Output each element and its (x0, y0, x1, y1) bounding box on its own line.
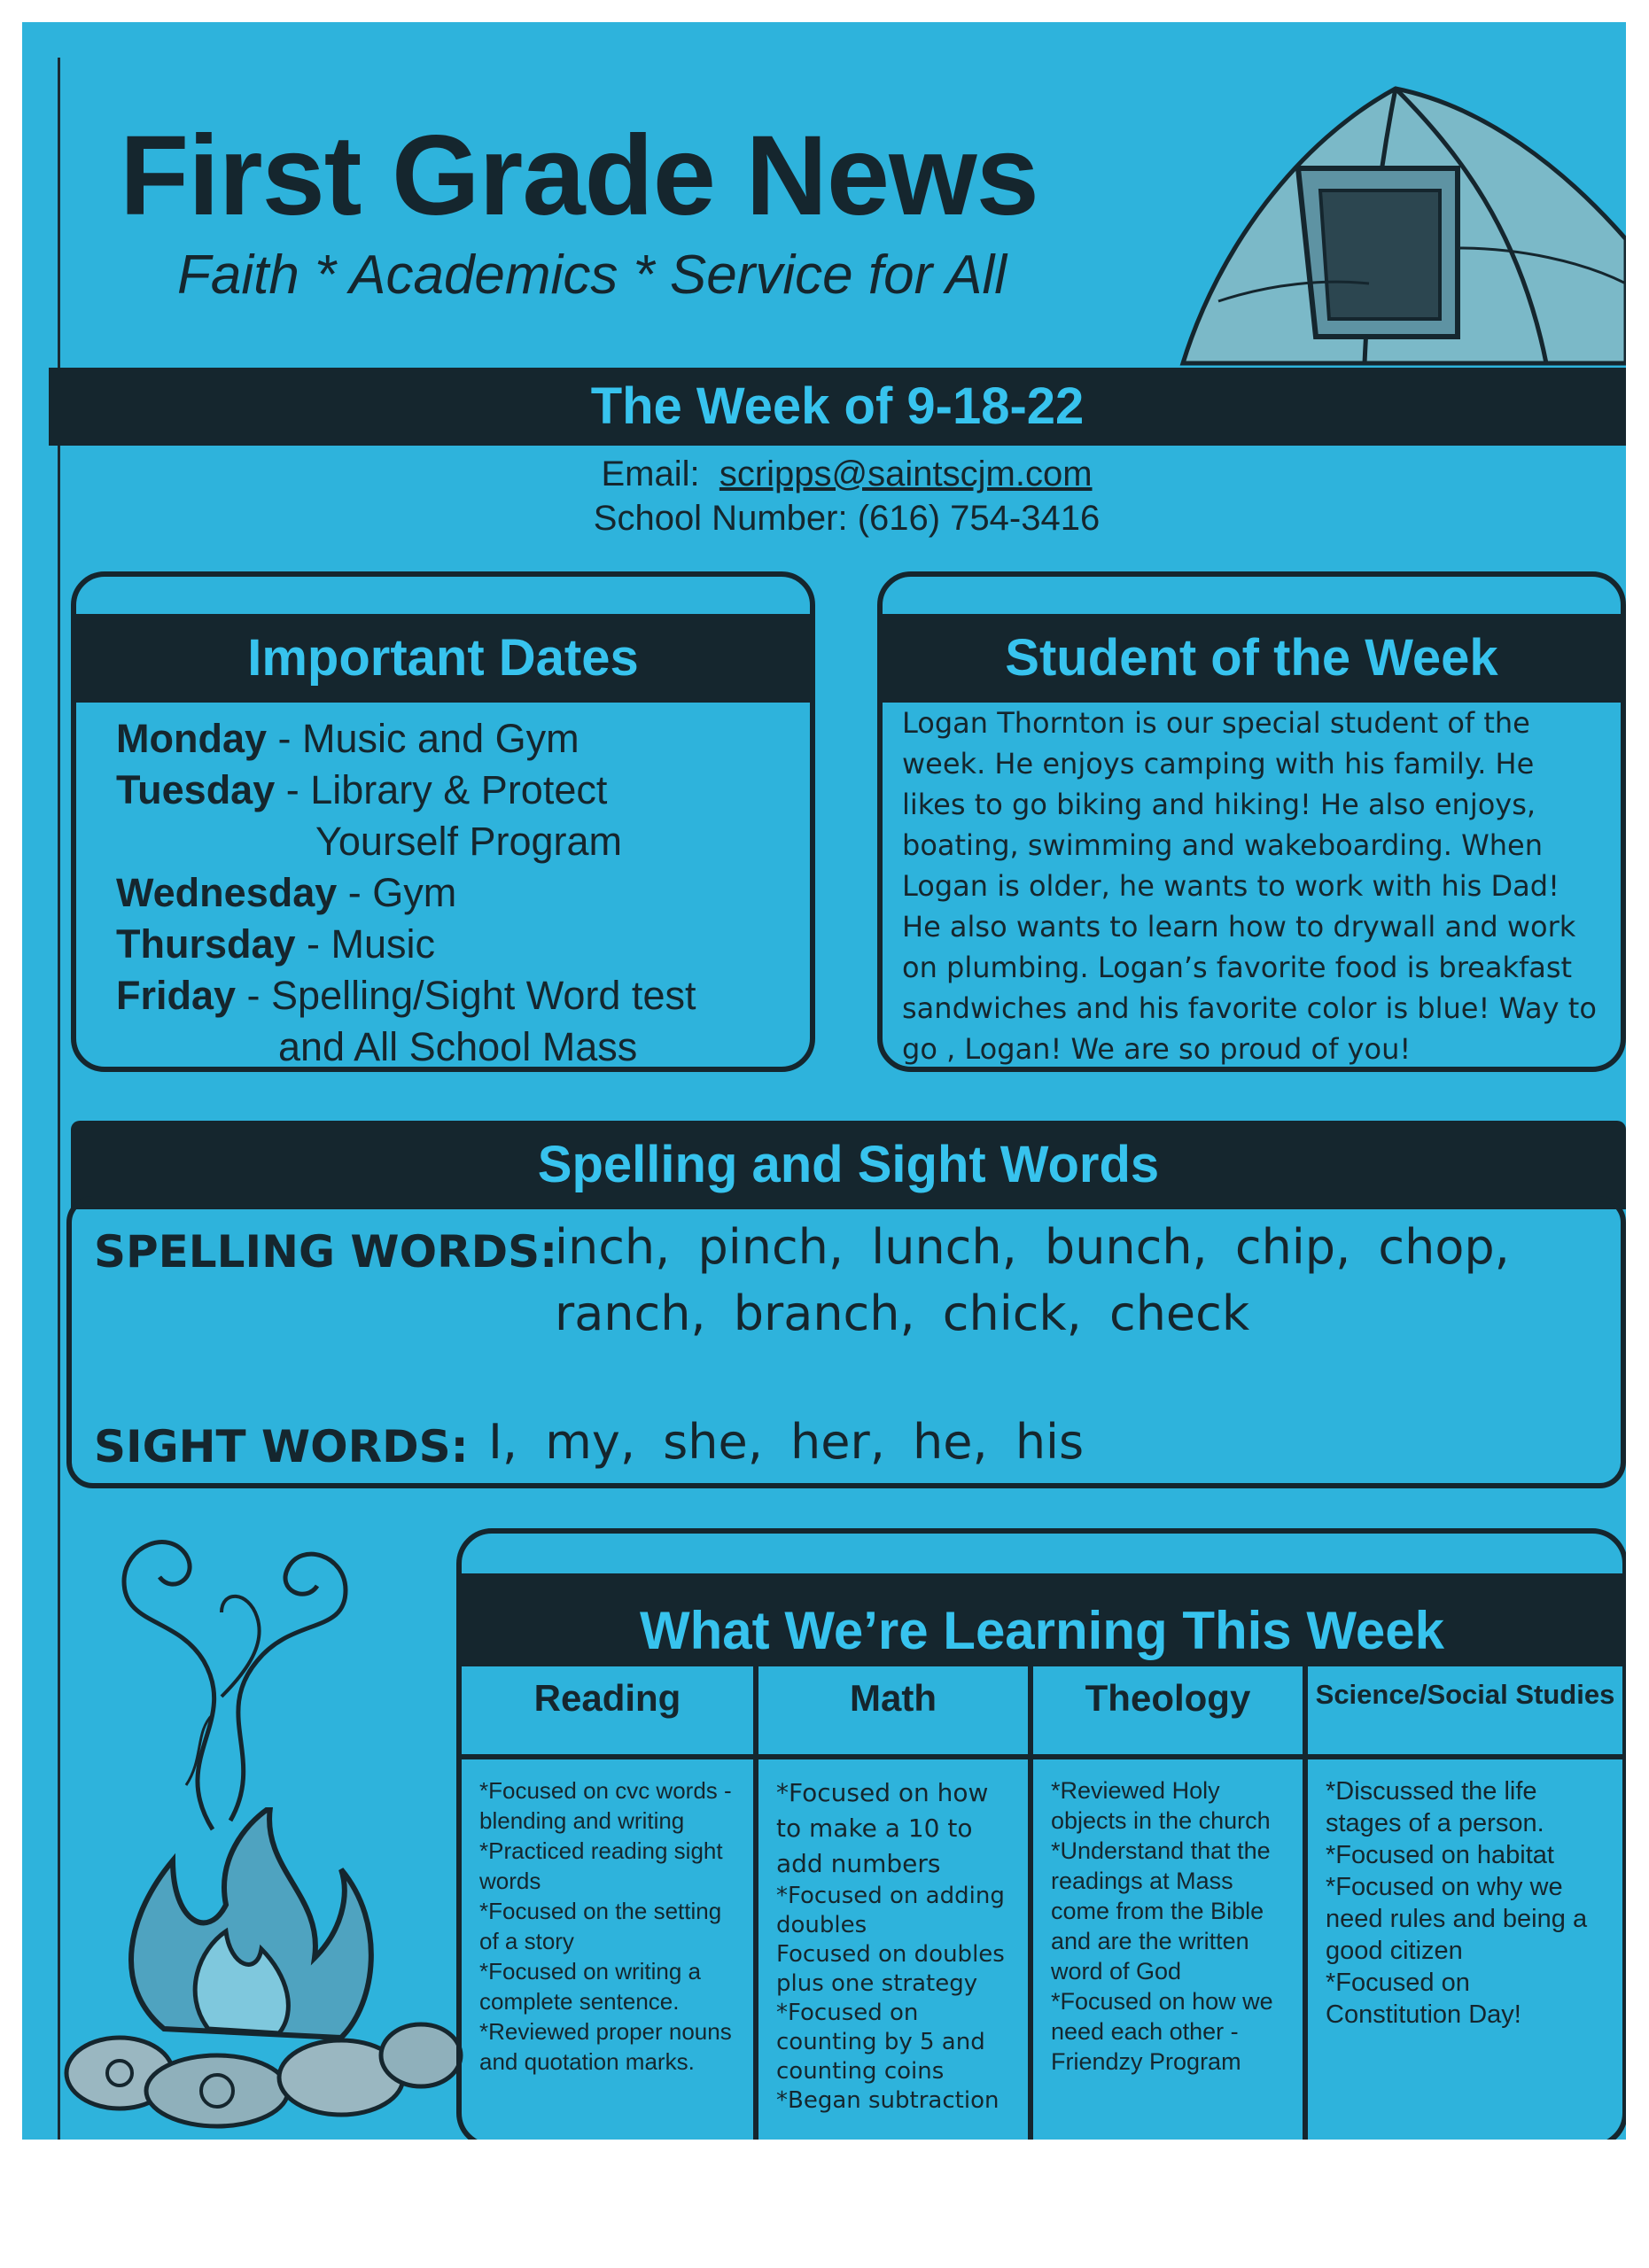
date-day: Friday (116, 973, 237, 1018)
spelling-words-label: SPELLING WORDS: (94, 1226, 558, 1278)
column-heading: Science/Social Studies (1308, 1666, 1622, 1759)
important-dates-list (76, 703, 810, 1072)
phone-number: (616) 754-3416 (857, 499, 1101, 538)
learning-item: *Focused on how to make a 10 to add numbers (776, 1778, 989, 1878)
learning-item: *Focused on how we need each other - Friendzy Program (1051, 1988, 1273, 2075)
date-day: Monday (116, 716, 268, 761)
important-dates-heading: Important Dates (76, 614, 810, 703)
important-dates-box (71, 571, 815, 1072)
learning-column-science-social (1308, 1666, 1622, 2140)
learning-item: Focused on doubles plus one strategy (776, 1941, 1005, 1997)
learning-item: *Discussed the life stages of a person. (1326, 1777, 1544, 1837)
phone-label: School Number: (593, 499, 848, 538)
learning-item: *Focused on adding doubles (776, 1883, 1005, 1938)
learning-item: *Focused on counting by 5 and counting coins (776, 2000, 985, 2085)
learning-item: *Practiced reading sight words (479, 1837, 723, 1894)
email-line (22, 452, 1626, 496)
date-event: Gym (372, 870, 457, 915)
learning-item: *Began subtraction (776, 2087, 1000, 2114)
learning-column-reading (462, 1666, 758, 2140)
date-sep: - (236, 973, 272, 1018)
learning-item: *Focused on habitat (1326, 1841, 1554, 1869)
learning-item: *Focused on writing a complete sentence. (479, 1958, 702, 2015)
date-event: Music and Gym (302, 716, 579, 761)
learning-item: *Focused on cvc words - blending and writing (479, 1777, 732, 1834)
learning-item: *Reviewed Holy objects in the church (1051, 1777, 1271, 1834)
date-row-wednesday (116, 867, 810, 919)
column-body (1033, 1759, 1303, 2077)
learning-heading: What We’re Learning This Week (640, 1601, 1444, 1660)
campfire-illustration (58, 1807, 465, 2140)
spelling-words-line1: inch, pinch, lunch, bunch, chip, chop, (555, 1219, 1510, 1275)
date-row-tuesday-cont: Yourself Program (315, 819, 623, 864)
column-body (462, 1759, 753, 2077)
column-body (758, 1759, 1028, 2116)
phone-line (22, 496, 1626, 540)
email-link[interactable]: scripps@saintscjm.com (719, 454, 1093, 493)
date-day: Wednesday (116, 870, 338, 915)
page-title: First Grade News (120, 113, 1038, 239)
date-day: Tuesday (116, 767, 276, 812)
learning-item: *Focused on Constitution Day! (1326, 1969, 1521, 2029)
date-row-thursday (116, 919, 810, 970)
student-of-week-text: Logan Thornton is our special student of the week. He enjoys camping with his family. He likes to go biking and hiking! He also enjoys, boating, swimming and wakeboarding. When Logan is older, he wants to work with his Dad! He also wants to learn how to drywall and work on plumbing. Logan’s favorite food is breakfast sandwiches and his favorite color is blue! Way to go , Logan! We are so proud of you! (902, 706, 1597, 1066)
student-of-week-heading: Student of the Week (883, 614, 1621, 703)
date-day: Thursday (116, 921, 296, 967)
date-sep: - (267, 716, 303, 761)
date-event: Spelling/Sight Word test (271, 973, 696, 1018)
week-banner-text: The Week of 9-18-22 (590, 377, 1085, 435)
learning-item: *Reviewed proper nouns and quotation marks. (479, 2018, 732, 2075)
spelling-words-line2: ranch, branch, chick, check (555, 1285, 1250, 1341)
date-sep: - (337, 870, 373, 915)
sight-words-label: SIGHT WORDS: (94, 1421, 469, 1472)
contact-info (22, 452, 1626, 540)
email-label: Email: (601, 454, 700, 493)
date-event: Music (331, 921, 436, 967)
smoke-swirl-illustration (89, 1493, 372, 1838)
sight-words: I, my, she, her, he, his (488, 1414, 1085, 1470)
tent-illustration (1165, 71, 1626, 372)
spelling-box (66, 1196, 1626, 1488)
date-row-friday (116, 970, 810, 1021)
learning-column-theology (1033, 1666, 1308, 2140)
column-heading: Reading (462, 1666, 753, 1759)
learning-column-math (758, 1666, 1033, 2140)
column-heading: Math (758, 1666, 1028, 1759)
learning-item: *Focused on why we need rules and being a good citizen (1326, 1873, 1588, 1965)
date-sep: - (295, 921, 331, 967)
date-row-tuesday (116, 765, 810, 816)
column-body (1308, 1759, 1622, 2031)
motto: Faith * Academics * Service for All (177, 245, 1007, 306)
learning-item: *Understand that the readings at Mass come from the Bible and are the written word of God (1051, 1837, 1271, 1984)
learning-heading-bar (462, 1573, 1622, 1666)
student-of-week-box (877, 571, 1626, 1072)
date-event: Library & Protect (310, 767, 608, 812)
learning-item: *Focused on the setting of a story (479, 1898, 722, 1954)
column-heading: Theology (1033, 1666, 1303, 1759)
week-banner (49, 368, 1626, 446)
date-sep: - (275, 767, 311, 812)
newsletter-page (22, 22, 1626, 2140)
learning-box (456, 1528, 1626, 2140)
date-row-monday (116, 713, 810, 765)
date-row-friday-cont: and All School Mass (278, 1024, 638, 1069)
spelling-heading: Spelling and Sight Words (537, 1136, 1160, 1193)
